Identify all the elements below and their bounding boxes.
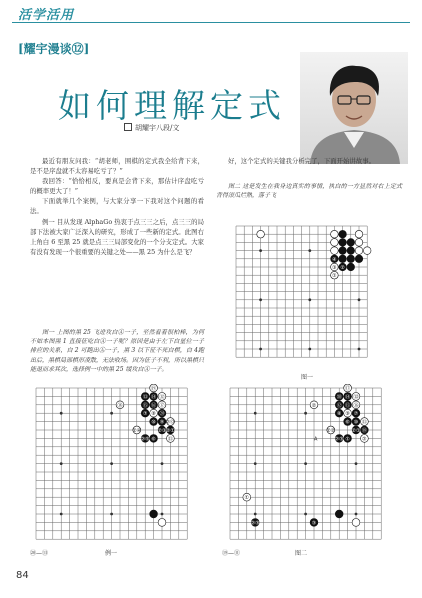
star-point	[161, 513, 164, 516]
star-point	[358, 348, 361, 351]
star-point	[304, 513, 307, 516]
go-board-ex1	[32, 384, 188, 550]
stone-number: ⑮	[142, 402, 148, 409]
star-point	[254, 412, 257, 415]
stone-number: ⑯	[151, 402, 157, 409]
black-stone	[150, 510, 158, 518]
stone-number: ②③	[250, 520, 260, 527]
ex1-label: 例一	[104, 550, 117, 557]
stone-number: ⑯	[353, 402, 359, 409]
stone-number: ⑬	[142, 394, 148, 401]
stone-number: ②④	[132, 428, 142, 434]
go-board-fig1	[232, 222, 380, 370]
star-point	[355, 513, 358, 516]
right-body-text	[216, 156, 402, 166]
white-stone	[355, 230, 363, 238]
white-stone	[363, 247, 371, 255]
column-label: [耀宇漫谈⑫]	[18, 42, 90, 56]
star-point	[308, 298, 311, 301]
author-photo	[300, 52, 408, 164]
stone-number: ⑧	[151, 411, 156, 418]
stone-number: ⑨	[159, 419, 165, 426]
stone-number: ②②	[326, 428, 336, 434]
star-point	[259, 249, 262, 252]
stone-number: ②③	[334, 436, 344, 443]
ex1-note: ⑳—⑬	[30, 550, 49, 557]
stone-number: ①	[332, 273, 337, 280]
point-marker: A	[314, 436, 318, 443]
left-caption	[30, 328, 204, 374]
star-point	[161, 462, 164, 465]
caption-paragraph: 图二 这是发生在我身边真实的事情，执白的一方显然对右上定式背得滚瓜烂熟，落子飞	[216, 183, 402, 200]
stone-number: ②①	[165, 428, 175, 434]
stone-number: ⑦	[353, 411, 359, 418]
stone-number: ⑫	[336, 402, 342, 409]
stone-number: ⑪	[361, 419, 367, 426]
stone-number: ⑧	[336, 411, 342, 418]
stone-number: ⑪	[167, 436, 173, 443]
white-stone	[257, 230, 265, 238]
star-point	[358, 298, 361, 301]
star-point	[304, 412, 307, 415]
black-stone	[339, 239, 347, 247]
article-title: 如何理解定式	[58, 86, 286, 125]
paragraph: 例一 目从发现 AlphaGo 热衷于点三三之后，点三三的局部下法被大家广泛深入的研究，形成了一些新的定式。此图右上角白 6 至黑 25 就是点三三局部变化的一个分支定式。大家有没有发现一个很重要的关键之处——黑 25 为什么是飞？	[30, 217, 204, 256]
stone-number: ③	[332, 265, 337, 271]
star-point	[254, 462, 257, 465]
byline-box-icon	[124, 123, 132, 131]
stone-number: ⑩	[151, 419, 156, 426]
stone-number: ②⑤	[140, 436, 150, 443]
star-point	[110, 513, 113, 516]
go-board-fig2	[226, 384, 382, 550]
white-stone	[331, 239, 339, 247]
fig2-label: 图二	[294, 550, 307, 557]
black-stone	[339, 247, 347, 255]
left-body-text	[30, 156, 204, 257]
stone-number: ②①	[351, 428, 361, 434]
stone-number: ⑮	[345, 402, 351, 409]
white-stone	[331, 230, 339, 238]
black-stone	[335, 510, 343, 518]
black-stone	[339, 255, 347, 263]
paragraph: 我回答：“恰恰相反，要真是会背下来，那估计序盘吃亏的概率更大了！”	[30, 177, 204, 196]
stone-number: ⑱	[117, 402, 123, 409]
stone-number: ⑥	[345, 419, 350, 426]
paragraph: 下面就举几个案例，与大家分享一下我对这个问题的看法。	[30, 197, 204, 216]
star-point	[254, 513, 257, 516]
stone-number: ②	[340, 265, 345, 271]
stone-number: ②	[311, 402, 317, 409]
stone-number: ⑥	[151, 436, 156, 443]
stone-number: ⑬	[353, 394, 359, 401]
stone-number: ④	[332, 256, 337, 263]
stone-number: ②	[362, 436, 367, 443]
white-stone	[331, 247, 339, 255]
star-point	[60, 513, 63, 516]
stone-number: ⑰	[345, 386, 351, 392]
fig1-label: 图一	[300, 374, 313, 381]
paragraph: 最近有朋友问我：“胡老师，围棋的定式我全给背下来，是不是序盘就不太容易吃亏了？”	[30, 157, 204, 176]
star-point	[355, 462, 358, 465]
stone-number: ①	[345, 436, 350, 443]
black-stone	[355, 255, 363, 263]
fig2-note: ⑲—⑪	[222, 550, 241, 557]
black-stone	[347, 239, 355, 247]
right-caption	[216, 182, 402, 200]
black-stone	[347, 255, 355, 263]
board-grid	[236, 226, 367, 357]
stone-number: ⑲	[151, 386, 157, 392]
stone-number: ①	[244, 495, 250, 502]
stone-number: ⑱	[361, 428, 367, 434]
star-point	[308, 348, 311, 351]
black-stone	[347, 247, 355, 255]
section-title: 活学活用	[18, 8, 75, 23]
star-point	[60, 412, 63, 415]
white-stone	[355, 239, 363, 247]
stone-number: ⑨	[345, 411, 350, 418]
byline-text: 胡耀宇八段/文	[135, 124, 180, 132]
white-stone	[355, 247, 363, 255]
stone-number: ⑫	[159, 394, 165, 401]
star-point	[308, 249, 311, 252]
star-point	[60, 462, 63, 465]
stone-number: ⑩	[353, 419, 359, 426]
page-number: 84	[16, 570, 29, 581]
black-stone	[339, 230, 347, 238]
white-stone	[352, 519, 360, 527]
star-point	[259, 298, 262, 301]
star-point	[110, 412, 113, 415]
star-point	[304, 462, 307, 465]
header-divider	[12, 22, 410, 23]
stone-number: ⑰	[159, 402, 165, 409]
stone-number: ⑦	[142, 411, 148, 418]
stone-number: ②③	[157, 428, 167, 434]
black-stone	[347, 263, 355, 271]
caption-paragraph: 图一 上图的黑 25 飞进攻白Ⓐ一子，至然看着很柏棒，为何不如本图黑 1 直接征吃白Ⓐ一子呢？原因是由于左下白星位一子排应的关系，白 2 可跑出Ⓐ一子，黑 3 以下征不死白棋，白 4跑出后，黑棋局部棋形凌散，无法收场。因为征子不利，所以黑棋只能退而求其次，选择例一中的黑 25 缓攻白Ⓐ一子。	[30, 329, 205, 373]
paragraph: 好，这个定式的关键我分析完了，下面开始讲故事。	[228, 157, 375, 165]
star-point	[110, 462, 113, 465]
stone-number: ③	[311, 520, 317, 527]
stone-number: ⑳	[336, 394, 342, 401]
star-point	[259, 348, 262, 351]
stone-number: ⑭	[345, 394, 351, 401]
stone-number: ⑭	[151, 394, 157, 401]
stone-number: ②⓪	[165, 419, 176, 426]
byline	[124, 123, 179, 133]
stone-number: ⑳	[159, 411, 165, 418]
white-stone	[158, 519, 166, 527]
